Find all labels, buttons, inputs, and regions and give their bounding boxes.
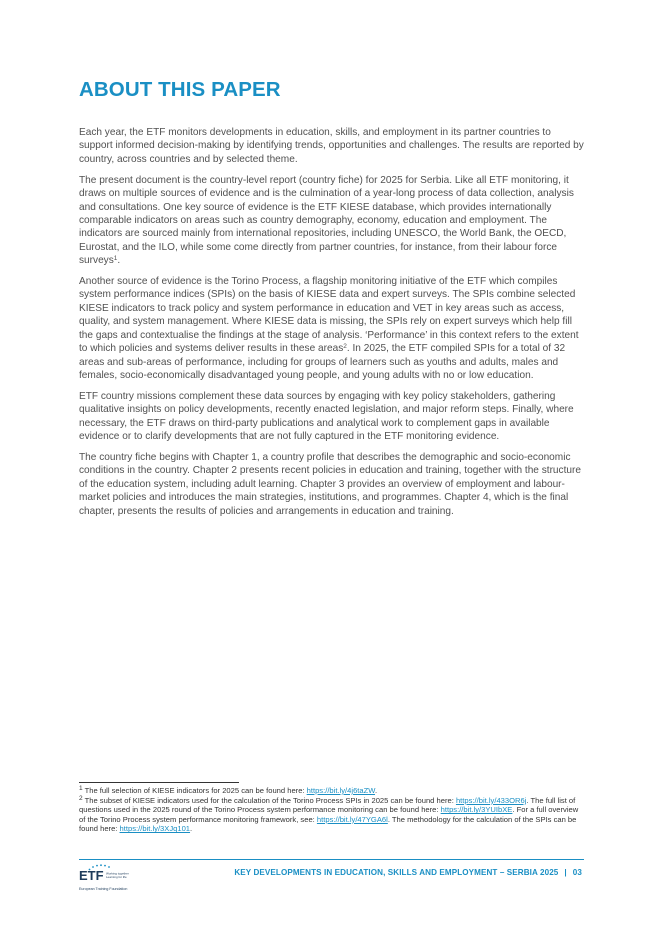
paragraph-country-missions: ETF country missions complement these data sources by engaging with key policy stakeholders, gathering qualitative insights on policy developments, recently enacted legislation, and major reform steps. Finally, where necessary, the ETF draws on third-party publications and analytical work to complement gaps in available evidence or to clarify developments that are not fully captured in the ETF monitoring evidence. — [79, 390, 574, 443]
body-text — [79, 126, 584, 525]
footnote-2-link-kiese-subset[interactable]: https://bit.ly/433OR6j — [455, 795, 527, 805]
footnote-ref-1[interactable]: 1 — [113, 255, 118, 263]
logo-tagline-1: Working together — [106, 871, 129, 876]
paragraph-country-fiche-text: The present document is the country-level report (country fiche) for 2025 for Serbia. Like all ETF monitoring, it draws on multiple sources of evidence and is the culmination of a year-long process of data collection, analysis and consultations. One key source of evidence is the ETF KIESE database, which provides internationally comparable indicators on areas such as country demography, economy, education and employment. The indicators are sourced mainly from international repositories, including UNESCO, the World Bank, the OECD, Eurostat, and the ILO, while some come directly from partner countries, for instance, from their labour force surveys — [79, 174, 574, 267]
footer-divider — [79, 859, 584, 860]
footnote-divider — [79, 782, 239, 783]
paragraph-torino-process-text-a: Another source of evidence is the Torino Process, a flagship monitoring initiative of the ETF which compiles system performance indices (SPIs) on the basis of KIESE data and expert surveys. The SPIs combine selected KIESE indicators to track policy and system performance in education and VET in key areas such as access, quality, and system management. Where KIESE data is missing, the SPIs rely on expert surveys which help fill the gaps and contextualise the findings at the stage of analysis. ‘Performance’ in this context refers to the extent to which policies and systems deliver results in these areas — [79, 276, 579, 355]
footnote-1-end: . — [375, 786, 378, 795]
footnote-ref-2[interactable]: 2 — [343, 343, 347, 351]
paragraph-chapters: The country fiche begins with Chapter 1, a country profile that describes the demographic and socio-economic conditions in the country. Chapter 2 presents recent policies in education and training, together with the structure of the education system, including adult learning. Chapter 3 provides an overview of employment and labour-market policies and introduces the main strategies, institutions, and programmes. Chapter 4, which is the final chapter, presents the results of policies and arrangements in education and training. — [79, 451, 581, 517]
footnote-2-text-3: . For a full overview of the Torino Process system performance monitoring framework, see: — [79, 805, 579, 824]
paragraph-intro: Each year, the ETF monitors developments in education, skills, and employment in its partner countries to support informed decision-making by identifying trends, opportunities and challenges. The results are reported by country, across countries and by selected theme. — [79, 127, 584, 165]
footnote-1-text: The full selection of KIESE indicators for 2025 can be found here: — [82, 786, 307, 795]
page-title: ABOUT THIS PAPER — [79, 78, 281, 101]
paragraph-country-fiche — [79, 174, 584, 268]
footnote-2-text-1: The subset of KIESE indicators used for the calculation of the Torino Process SPIs in 2025 can be found here: — [82, 795, 456, 805]
paragraph-torino-process — [79, 275, 584, 382]
running-title: KEY DEVELOPMENTS IN EDUCATION, SKILLS AND EMPLOYMENT – SERBIA 2025 — [234, 868, 559, 877]
paragraph-country-fiche-end: . — [117, 255, 121, 267]
footnote-2-link-questions[interactable]: https://bit.ly/3YUIbXE — [440, 805, 513, 815]
etf-logo-icon — [79, 863, 139, 895]
paragraph-torino-process-text-b: . In 2025, the ETF compiled SPIs for a total of 32 areas and sub-areas of performance, including for groups of learners such as youths and adults, males and females, socio-economically disadvantaged young people, and young adults with no or low education. — [79, 343, 566, 381]
running-footer — [234, 868, 582, 877]
footnote-1 — [79, 786, 584, 796]
footer-separator: | — [564, 868, 567, 877]
logo-mark: ETF — [79, 868, 104, 883]
logo-tagline-2: Learning for life — [106, 875, 127, 879]
page-number: 03 — [572, 868, 582, 877]
footnote-2-link-methodology[interactable]: https://bit.ly/3XJq101 — [119, 824, 191, 834]
footnote-1-number: 1 — [79, 785, 83, 792]
footnotes — [79, 786, 584, 834]
logo-org-name: European Training Foundation — [79, 887, 128, 891]
footnote-2-number: 2 — [79, 794, 83, 802]
footnote-2 — [79, 796, 584, 834]
footnote-2-text-4: . The methodology for the calculation of the SPIs can be found here: — [79, 814, 577, 834]
footnote-1-link[interactable]: https://bit.ly/4j6taZW — [306, 786, 376, 795]
footnote-2-link-framework[interactable]: https://bit.ly/47YGA6l — [316, 814, 388, 824]
footnote-2-end: . — [190, 824, 193, 834]
footnote-2-text-2: . The full list of questions used in the 2025 round of the Torino Process system performance monitoring can be found here: — [79, 795, 576, 815]
